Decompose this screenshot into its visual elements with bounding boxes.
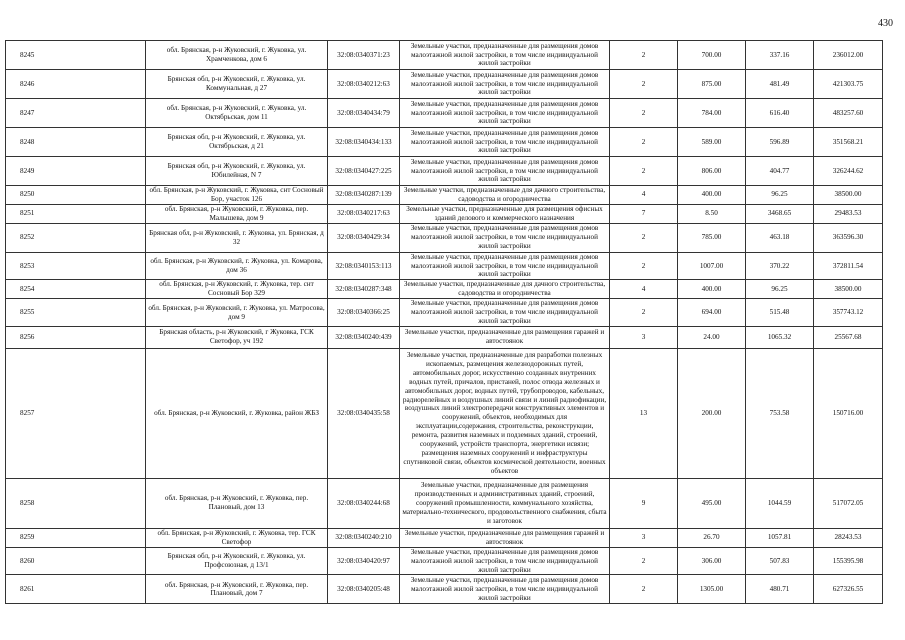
row-cadastral-value: 326244.62 xyxy=(814,157,883,186)
row-group: 2 xyxy=(610,128,678,157)
row-group: 2 xyxy=(610,252,678,280)
row-cadastral-number: 32:08:0340435:58 xyxy=(328,348,400,478)
table-row xyxy=(6,157,883,186)
row-cadastral-value: 25567.68 xyxy=(814,326,883,348)
row-id: 8260 xyxy=(6,547,146,575)
table-row xyxy=(6,128,883,157)
row-specific-value: 337.16 xyxy=(746,41,814,70)
table-row xyxy=(6,575,883,604)
row-specific-value: 370.22 xyxy=(746,252,814,280)
row-group: 13 xyxy=(610,348,678,478)
row-group: 2 xyxy=(610,299,678,327)
row-address: обл. Брянская, р-н Жуковский, г. Жуковка, пер. Плановый, дом 7 xyxy=(146,575,328,604)
table-row xyxy=(6,99,883,128)
row-land-use: Земельные участки, предназначенные для размещения домов малоэтажной жилой застройки, в том числе индивидуальной жилой застройки xyxy=(400,99,610,128)
row-land-use: Земельные участки, предназначенные для дачного строительства, садоводства и огородничества xyxy=(400,280,610,299)
row-cadastral-number: 32:08:0340217:63 xyxy=(328,204,400,223)
row-group: 2 xyxy=(610,157,678,186)
table-row xyxy=(6,299,883,327)
table-row xyxy=(6,70,883,99)
row-land-use: Земельные участки, предназначенные для размещения домов малоэтажной жилой застройки, в том числе индивидуальной жилой застройки xyxy=(400,223,610,252)
row-land-use: Земельные участки, предназначенные для размещения домов малоэтажной жилой застройки, в том числе индивидуальной жилой застройки xyxy=(400,299,610,327)
row-group: 2 xyxy=(610,41,678,70)
table-row xyxy=(6,478,883,528)
row-cadastral-number: 32:08:0340240:210 xyxy=(328,528,400,547)
table-row xyxy=(6,326,883,348)
page-number: 430 xyxy=(878,18,893,29)
row-cadastral-number: 32:08:0340427:225 xyxy=(328,157,400,186)
row-specific-value: 480.71 xyxy=(746,575,814,604)
row-cadastral-number: 32:08:0340153:113 xyxy=(328,252,400,280)
row-cadastral-number: 32:08:0340366:25 xyxy=(328,299,400,327)
row-specific-value: 96.25 xyxy=(746,186,814,205)
row-land-use: Земельные участки, предназначенные для размещения домов малоэтажной жилой застройки, в том числе индивидуальной жилой застройки xyxy=(400,157,610,186)
row-id: 8253 xyxy=(6,252,146,280)
row-specific-value: 515.48 xyxy=(746,299,814,327)
row-id: 8259 xyxy=(6,528,146,547)
row-address: обл. Брянская, р-н Жуковский, г. Жуковка, ул. Октябрьская, дом 11 xyxy=(146,99,328,128)
row-specific-value: 753.58 xyxy=(746,348,814,478)
row-specific-value: 3468.65 xyxy=(746,204,814,223)
cadastral-value-table xyxy=(5,40,883,604)
row-land-use: Земельные участки, предназначенные для размещения гаражей и автостоянок xyxy=(400,326,610,348)
row-address: обл. Брянская, р-н Жуковский, г. Жуковка, тер. снт Сосновый Бор 329 xyxy=(146,280,328,299)
row-cadastral-number: 32:08:0340287:348 xyxy=(328,280,400,299)
row-group: 4 xyxy=(610,186,678,205)
row-address: обл. Брянская, р-н Жуковский, г. Жуковка, ул. Комарова, дом 36 xyxy=(146,252,328,280)
row-address: Брянская обл, р-н Жуковский, г. Жуковка, ул. Профсоюзная, д 13/1 xyxy=(146,547,328,575)
row-id: 8252 xyxy=(6,223,146,252)
row-cadastral-number: 32:08:0340244:68 xyxy=(328,478,400,528)
row-area: 495.00 xyxy=(678,478,746,528)
row-area: 875.00 xyxy=(678,70,746,99)
row-id: 8246 xyxy=(6,70,146,99)
row-id: 8258 xyxy=(6,478,146,528)
row-specific-value: 463.18 xyxy=(746,223,814,252)
row-land-use: Земельные участки, предназначенные для разработки полезных ископаемых, размещения железнодорожных путей, автомобильных дорог, искусственно созданных внутренних водных путей, причалов, пристаней, полос отвода железных и автомобильных дорог, водных путей, трубопроводов, кабельных, радиорелейных и воздушных линий связи и линий радиофикации, воздушных линий электропередачи конструктивных элементов и сооружений, объектов, необходимых для эксплуатации,содержания, строительства, реконструкции, ремонта, развития наземных и подземных зданий, строений, сооружений, устройств транспорта, энергетики исвязи; размещения наземных сооружений и инфраструктуры спутниковой связи, объектов космической деятельности, военных объектов xyxy=(400,348,610,478)
row-group: 2 xyxy=(610,223,678,252)
table-row xyxy=(6,204,883,223)
row-group: 2 xyxy=(610,99,678,128)
row-specific-value: 96.25 xyxy=(746,280,814,299)
row-land-use: Земельные участки, предназначенные для размещения домов малоэтажной жилой застройки, в том числе индивидуальной жилой застройки xyxy=(400,70,610,99)
row-land-use: Земельные участки, предназначенные для размещения офисных зданий делового и коммерческого назначения xyxy=(400,204,610,223)
row-address: обл. Брянская, р-н Жуковский, г. Жуковка, тер. ГСК Светофор xyxy=(146,528,328,547)
row-land-use: Земельные участки, предназначенные для размещения гаражей и автостоянок xyxy=(400,528,610,547)
row-area: 1305.00 xyxy=(678,575,746,604)
table-row xyxy=(6,348,883,478)
row-specific-value: 481.49 xyxy=(746,70,814,99)
row-id: 8257 xyxy=(6,348,146,478)
row-address: Брянская обл, р-н Жуковский, г. Жуковка, ул. Коммунальная, д 27 xyxy=(146,70,328,99)
row-address: Брянская область, р-н Жуковский, г Жуковка, ГСК Светофор, уч 192 xyxy=(146,326,328,348)
row-group: 9 xyxy=(610,478,678,528)
row-cadastral-value: 363596.30 xyxy=(814,223,883,252)
row-area: 400.00 xyxy=(678,280,746,299)
row-land-use: Земельные участки, предназначенные для дачного строительства, садоводства и огородничества xyxy=(400,186,610,205)
row-specific-value: 616.40 xyxy=(746,99,814,128)
table-row xyxy=(6,528,883,547)
row-id: 8250 xyxy=(6,186,146,205)
row-cadastral-value: 627326.55 xyxy=(814,575,883,604)
row-cadastral-value: 421303.75 xyxy=(814,70,883,99)
row-land-use: Земельные участки, предназначенные для размещения домов малоэтажной жилой застройки, в том числе индивидуальной жилой застройки xyxy=(400,575,610,604)
row-land-use: Земельные участки, предназначенные для размещения домов малоэтажной жилой застройки, в том числе индивидуальной жилой застройки xyxy=(400,252,610,280)
row-area: 26.70 xyxy=(678,528,746,547)
row-address: обл. Брянская, р-н Жуковский, г. Жуковка, снт Сосновый Бор, участок 126 xyxy=(146,186,328,205)
row-area: 24.00 xyxy=(678,326,746,348)
row-id: 8251 xyxy=(6,204,146,223)
row-specific-value: 596.89 xyxy=(746,128,814,157)
row-cadastral-value: 150716.00 xyxy=(814,348,883,478)
row-id: 8254 xyxy=(6,280,146,299)
row-cadastral-number: 32:08:0340434:133 xyxy=(328,128,400,157)
row-cadastral-number: 32:08:0340420:97 xyxy=(328,547,400,575)
row-id: 8255 xyxy=(6,299,146,327)
row-address: обл. Брянская, р-н Жуковский, г. Жуковка, пер. Малышева, дом 9 xyxy=(146,204,328,223)
row-area: 1007.00 xyxy=(678,252,746,280)
row-land-use: Земельные участки, предназначенные для размещения домов малоэтажной жилой застройки, в том числе индивидуальной жилой застройки xyxy=(400,128,610,157)
row-cadastral-number: 32:08:0340371:23 xyxy=(328,41,400,70)
row-specific-value: 1057.81 xyxy=(746,528,814,547)
row-land-use: Земельные участки, предназначенные для размещения домов малоэтажной жилой застройки, в том числе индивидуальной жилой застройки xyxy=(400,547,610,575)
row-group: 2 xyxy=(610,70,678,99)
row-specific-value: 1044.59 xyxy=(746,478,814,528)
row-address: Брянская обл, р-н Жуковский, г. Жуковка, ул. Брянская, д 32 xyxy=(146,223,328,252)
table-row xyxy=(6,280,883,299)
row-group: 3 xyxy=(610,326,678,348)
row-address: Брянская обл, р-н Жуковский, г. Жуковка, ул. Октябрьская, д 21 xyxy=(146,128,328,157)
row-group: 2 xyxy=(610,575,678,604)
row-address: обл. Брянская, р-н Жуковский, г. Жуковка, ул. Храмченкова, дом 6 xyxy=(146,41,328,70)
row-cadastral-number: 32:08:0340434:79 xyxy=(328,99,400,128)
row-cadastral-number: 32:08:0340212:63 xyxy=(328,70,400,99)
row-address: Брянская обл, р-н Жуковский, г. Жуковка, ул. Юбилейная, N 7 xyxy=(146,157,328,186)
row-group: 2 xyxy=(610,547,678,575)
row-cadastral-number: 32:08:0340287:139 xyxy=(328,186,400,205)
table-row xyxy=(6,186,883,205)
row-specific-value: 404.77 xyxy=(746,157,814,186)
row-cadastral-value: 351568.21 xyxy=(814,128,883,157)
row-cadastral-value: 517072.05 xyxy=(814,478,883,528)
row-cadastral-value: 483257.60 xyxy=(814,99,883,128)
row-cadastral-number: 32:08:0340429:34 xyxy=(328,223,400,252)
row-cadastral-value: 28243.53 xyxy=(814,528,883,547)
row-id: 8245 xyxy=(6,41,146,70)
row-area: 806.00 xyxy=(678,157,746,186)
row-id: 8261 xyxy=(6,575,146,604)
row-specific-value: 507.83 xyxy=(746,547,814,575)
row-id: 8256 xyxy=(6,326,146,348)
row-cadastral-value: 38500.00 xyxy=(814,280,883,299)
row-cadastral-value: 29483.53 xyxy=(814,204,883,223)
table-row xyxy=(6,41,883,70)
row-id: 8247 xyxy=(6,99,146,128)
table-row xyxy=(6,223,883,252)
row-cadastral-number: 32:08:0340205:48 xyxy=(328,575,400,604)
table-row xyxy=(6,547,883,575)
row-cadastral-value: 357743.12 xyxy=(814,299,883,327)
row-area: 200.00 xyxy=(678,348,746,478)
row-land-use: Земельные участки, предназначенные для размещения производственных и административных зданий, строений, сооружений промышленности, коммунального хозяйства, материально-технического, продовольственного снабжения, сбыта и заготовок xyxy=(400,478,610,528)
row-group: 4 xyxy=(610,280,678,299)
row-group: 7 xyxy=(610,204,678,223)
row-specific-value: 1065.32 xyxy=(746,326,814,348)
row-cadastral-number: 32:08:0340240:439 xyxy=(328,326,400,348)
row-area: 306.00 xyxy=(678,547,746,575)
row-group: 3 xyxy=(610,528,678,547)
row-cadastral-value: 155395.98 xyxy=(814,547,883,575)
row-cadastral-value: 38500.00 xyxy=(814,186,883,205)
table-row xyxy=(6,252,883,280)
row-area: 694.00 xyxy=(678,299,746,327)
row-address: обл. Брянская, р-н Жуковский, г. Жуковка, ул. Матросова, дом 9 xyxy=(146,299,328,327)
row-area: 785.00 xyxy=(678,223,746,252)
row-id: 8249 xyxy=(6,157,146,186)
row-cadastral-value: 372811.54 xyxy=(814,252,883,280)
row-area: 589.00 xyxy=(678,128,746,157)
row-area: 400.00 xyxy=(678,186,746,205)
row-area: 8.50 xyxy=(678,204,746,223)
row-land-use: Земельные участки, предназначенные для размещения домов малоэтажной жилой застройки, в том числе индивидуальной жилой застройки xyxy=(400,41,610,70)
row-area: 784.00 xyxy=(678,99,746,128)
row-area: 700.00 xyxy=(678,41,746,70)
row-cadastral-value: 236012.00 xyxy=(814,41,883,70)
row-id: 8248 xyxy=(6,128,146,157)
row-address: обл. Брянская, р-н Жуковский, г. Жуковка, пер. Плановый, дом 13 xyxy=(146,478,328,528)
row-address: обл. Брянская, р-н Жуковский, г. Жуковка, район ЖБЗ xyxy=(146,348,328,478)
